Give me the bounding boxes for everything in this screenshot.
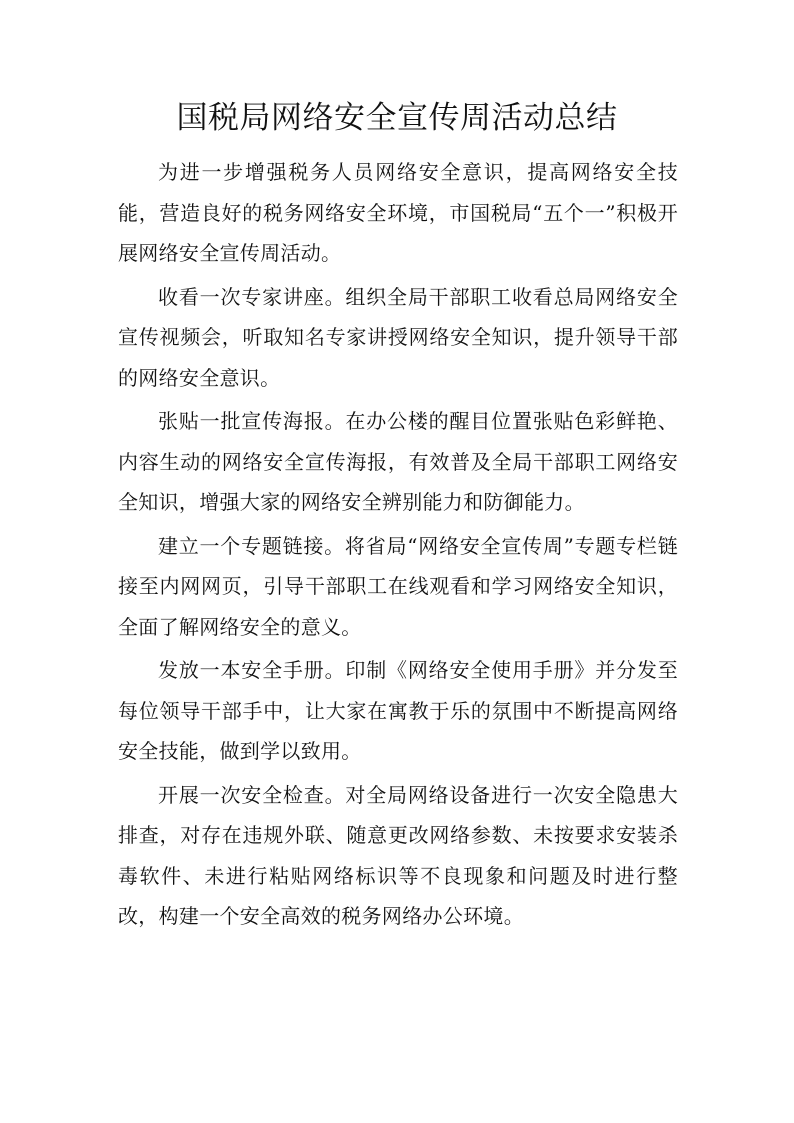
paragraph-expert-lecture: 收看一次专家讲座。组织全局干部职工收看总局网络安全宣传视频会，听取知名专家讲授网络安全知识，提升领导干部的网络安全意识。 (118, 284, 678, 390)
document-title: 国税局网络安全宣传周活动总结 (176, 100, 618, 136)
document-body (118, 152, 678, 940)
paragraph-security-check: 开展一次安全检查。对全局网络设备进行一次安全隐患大排查，对存在违规外联、随意更改网络参数、未按要求安装杀毒软件、未进行粘贴网络标识等不良现象和问题及时进行整改，构建一个安全高效的税务网络办公环境。 (118, 782, 678, 928)
paragraph-safety-manual: 发放一本安全手册。印制《网络安全使用手册》并分发至每位领导干部手中，让大家在寓教于乐的氛围中不断提高网络安全技能，做到学以致用。 (118, 658, 678, 763)
paragraph-posters: 张贴一批宣传海报。在办公楼的醒目位置张贴色彩鲜艳、内容生动的网络安全宣传海报，有效普及全局干部职工网络安全知识，增强大家的网络安全辨别能力和防御能力。 (118, 409, 678, 514)
paragraph-intro: 为进一步增强税务人员网络安全意识，提高网络安全技能，营造良好的税务网络安全环境，市国税局“五个一”积极开展网络安全宣传周活动。 (118, 160, 678, 265)
paragraph-topic-link: 建立一个专题链接。将省局“网络安全宣传周”专题专栏链接至内网网页，引导干部职工在线观看和学习网络安全知识，全面了解网络安全的意义。 (118, 533, 678, 639)
